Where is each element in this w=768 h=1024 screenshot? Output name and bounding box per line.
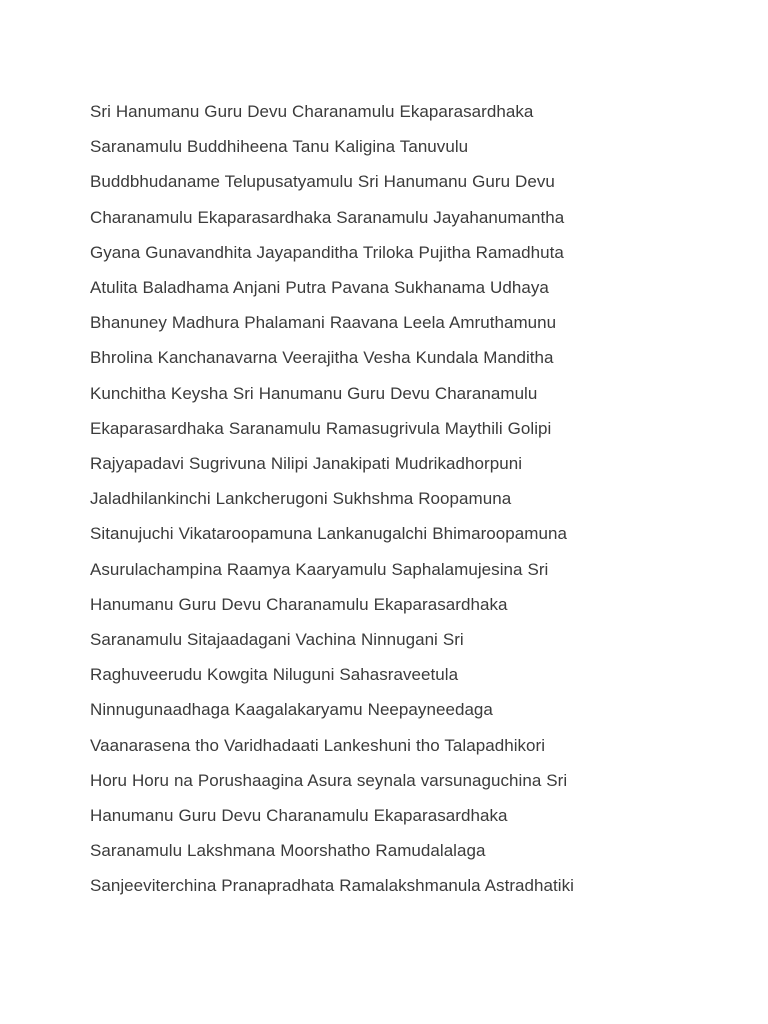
document-paragraph [90,94,690,904]
document-line: Bhanuney Madhura Phalamani Raavana Leela Amruthamunu [90,313,557,333]
document-line: Saranamulu Buddhiheena Tanu Kaligina Tanuvulu [90,137,469,157]
document-line: Buddbhudaname Telupusatyamulu Sri Hanumanu Guru Devu [90,172,555,192]
document-line: Hanumanu Guru Devu Charanamulu Ekaparasardhaka [90,806,508,826]
document-line: Horu Horu na Porushaagina Asura seynala varsunaguchina Sri [90,770,568,790]
document-line: Kunchitha Keysha Sri Hanumanu Guru Devu Charanamulu [90,383,538,403]
document-line: Sri Hanumanu Guru Devu Charanamulu Ekaparasardhaka [90,102,534,121]
document-text-body [90,94,690,904]
document-line: Ekaparasardhaka Saranamulu Ramasugrivula Maythili Golipi [90,418,552,438]
document-line: Bhrolina Kanchanavarna Veerajitha Vesha Kundala Manditha [90,348,554,368]
document-line: Raghuveerudu Kowgita Niluguni Sahasraveetula [90,665,459,685]
document-line: Gyana Gunavandhita Jayapanditha Triloka Pujitha Ramadhuta [90,242,564,262]
document-line: Charanamulu Ekaparasardhaka Saranamulu Jayahanumantha [90,207,565,227]
document-line: Atulita Baladhama Anjani Putra Pavana Sukhanama Udhaya [90,278,549,298]
document-line: Saranamulu Lakshmana Moorshatho Ramudalalaga [90,841,486,861]
document-line: Rajyapadavi Sugrivuna Nilipi Janakipati Mudrikadhorpuni [90,454,523,474]
document-line: Saranamulu Sitajaadagani Vachina Ninnugani Sri [90,630,464,650]
document-line: Sanjeeviterchina Pranapradhata Ramalakshmanula Astradhatiki [90,876,574,896]
document-line: Sitanujuchi Vikataroopamuna Lankanugalchi Bhimaroopamuna [90,524,567,544]
document-line: Vaanarasena tho Varidhadaati Lankeshuni tho Talapadhikori [90,735,546,755]
document-line: Asurulachampina Raamya Kaaryamulu Saphalamujesina Sri [90,559,549,579]
document-line: Hanumanu Guru Devu Charanamulu Ekaparasardhaka [90,594,508,614]
document-line: Jaladhilankinchi Lankcherugoni Sukhshma Roopamuna [90,489,512,509]
document-line: Ninnugunaadhaga Kaagalakaryamu Neepayneedaga [90,700,493,720]
